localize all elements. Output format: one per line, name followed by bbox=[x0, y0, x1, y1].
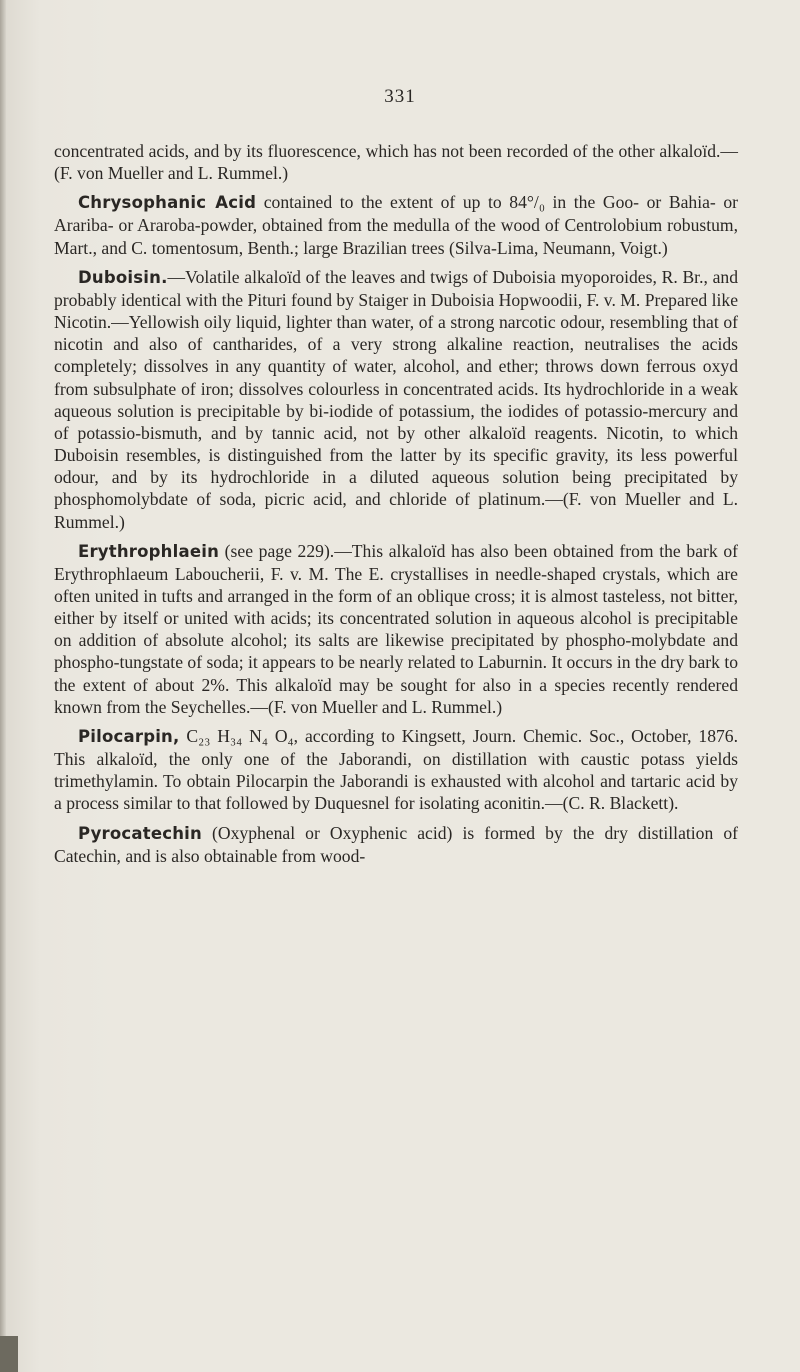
entry-pilocarpin bbox=[54, 725, 738, 815]
entry-pyrocatechin bbox=[54, 822, 738, 867]
entry-erythrophlaein bbox=[54, 540, 738, 718]
entry-text: —Volatile alkaloïd of the leaves and twigs of Duboisia myoporoides, R. Br., and probably identical with the Pituri found by Staiger in Duboisia Hopwoodii, F. v. M. Prepared like Nicotin.—Yellowish oily liquid, lighter than water, of a strong narcotic odour, resembling that of nicotin and also of cantharides, of a very strong alkaline reaction, neutralises the acids completely; dissolves in any quantity of water, alcohol, and ether; throws down ferrous oxyd from subsulphate of iron; dissolves colourless in concentrated acids. Its hydrochloride in a weak aqueous solution is precipitable by bi-iodide of potassium, the iodides of potassio-mercury and of potassio-bismuth, and by tannic acid, not by other alkaloïd reagents. Nicotin, to which Duboisin resembles, is distinguished from the latter by its specific gravity, its less powerful odour, and by its hydrochloride in a diluted aqueous solution being precipitated by phosphomolybdate of soda, picric acid, and chloride of platinum.—(F. von Mueller and L. Rummel.) bbox=[54, 266, 738, 532]
entry-text: C₂₃ H₃₄ N₄ O₄, according to Kingsett, Journ. Chemic. Soc., October, 1876. This alkaloïd, the only one of the Jaborandi, on distillation with caustic potass yields trimethylamin. To obtain Pilocarpin the Jaborandi is exhausted with alcohol and tartaric acid by a process similar to that followed by Duquesnel for isolating aconitin.—(C. R. Blackett). bbox=[54, 725, 738, 814]
page-body bbox=[54, 140, 738, 867]
intro-paragraph: concentrated acids, and by its fluorescence, which has not been recorded of the other alkaloïd.—(F. von Mueller and L. Rummel.) bbox=[54, 141, 738, 184]
entry-duboisin bbox=[54, 266, 738, 533]
entry-text: (Oxyphenal or Oxyphenic acid) is formed by the dry distillation of Catechin, and is also obtainable from wood- bbox=[54, 822, 738, 866]
page-corner-shadow bbox=[0, 1336, 18, 1372]
entry-term: Duboisin. bbox=[78, 267, 168, 287]
entry-term: Erythrophlaein bbox=[78, 541, 220, 561]
entry-text: contained to the extent of up to 84°/₀ in the Goo- or Bahia- or Arariba- or Araroba-powder, obtained from the medulla of the wood of Centrolobium robustum, Mart., and C. tomentosum, Benth.; large Brazilian trees (Silva-Lima, Neumann, Voigt.) bbox=[54, 192, 738, 258]
entry-term: Pilocarpin, bbox=[78, 726, 180, 746]
page-number: 331 bbox=[384, 86, 416, 107]
entry-text: (see page 229).—This alkaloïd has also been obtained from the bark of Erythrophlaeum Laboucherii, F. v. M. The E. crystallises in needle-shaped crystals, which are often united in tufts and arranged in the form of an oblique cross; it is almost tasteless, not bitter, either by itself or united with acids; its concentrated solution in aqueous alcohol is precipitable on addition of absolute alcohol; its salts are likewise precipitated by phospho-molybdate and phospho-tungstate of soda; it appears to be nearly related to Laburnin. It occurs in the dry bark to the extent of about 2%. This alkaloïd may be sought for also in a species recently rendered known from the Seychelles.—(F. von Mueller and L. Rummel.) bbox=[54, 540, 738, 717]
entry-term: Pyrocatechin bbox=[78, 823, 202, 843]
page-binding-edge bbox=[0, 0, 6, 1372]
entry-term: Chrysophanic Acid bbox=[78, 193, 257, 213]
entry-chrysophanic-acid bbox=[54, 191, 738, 258]
